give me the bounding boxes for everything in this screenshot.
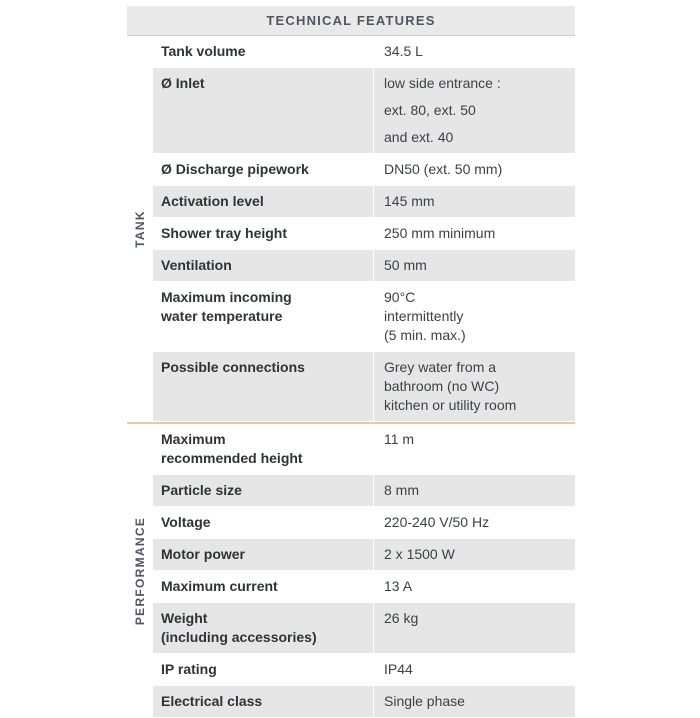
row-value-line: low side entrance : <box>384 75 501 91</box>
tank-rows <box>153 36 575 422</box>
performance-rows <box>153 424 575 718</box>
row-value-line: kitchen or utility room <box>384 397 517 413</box>
row-value <box>373 654 575 685</box>
performance-label: PERFORMANCE <box>133 516 147 626</box>
row-value-line: 34.5 L <box>384 43 423 59</box>
table-row <box>153 603 575 654</box>
tank-label: TANK <box>133 210 147 248</box>
row-value-line: (5 min. max.) <box>384 327 466 343</box>
row-label-line: Ø Discharge pipework <box>161 161 309 177</box>
row-value-line: ext. 80, ext. 50 <box>384 102 476 118</box>
row-label <box>153 603 373 653</box>
row-label <box>153 218 373 249</box>
table-row <box>153 654 575 686</box>
row-label-line: Maximum <box>161 431 226 447</box>
row-value <box>373 603 575 653</box>
performance-side-label <box>127 424 153 718</box>
row-value <box>373 686 575 717</box>
row-value-line: intermittently <box>384 308 464 324</box>
row-label-line: Activation level <box>161 193 264 209</box>
row-label-line: (including accessories) <box>161 629 317 645</box>
row-value <box>373 68 575 153</box>
row-label <box>153 68 373 153</box>
row-value-line: 8 mm <box>384 482 419 498</box>
row-value <box>373 571 575 602</box>
table-row <box>153 36 575 68</box>
row-label <box>153 654 373 685</box>
row-label-line: Possible connections <box>161 359 305 375</box>
row-label <box>153 352 373 421</box>
row-label <box>153 686 373 717</box>
row-value-line: 2 x 1500 W <box>384 546 455 562</box>
row-value <box>373 250 575 281</box>
row-value-line: bathroom (no WC) <box>384 378 500 394</box>
table-row <box>153 68 575 154</box>
row-value <box>373 539 575 570</box>
row-label <box>153 36 373 67</box>
row-value <box>373 218 575 249</box>
row-value-line: 50 mm <box>384 257 427 273</box>
row-value <box>373 424 575 474</box>
row-label-line: Shower tray height <box>161 225 288 241</box>
table-row <box>153 250 575 282</box>
row-value-line: Grey water from a <box>384 359 497 375</box>
row-label-line: IP rating <box>161 661 217 677</box>
row-value-line: 145 mm <box>384 193 435 209</box>
row-label-line: Ø Inlet <box>161 75 205 91</box>
table-row <box>153 352 575 422</box>
row-label-line: Maximum incoming <box>161 289 292 305</box>
row-value <box>373 475 575 506</box>
row-value <box>373 352 575 421</box>
table-row <box>153 475 575 507</box>
table-row <box>153 424 575 475</box>
table-header: TECHNICAL FEATURES <box>127 6 575 36</box>
row-label-line: Electrical class <box>161 693 263 709</box>
row-value-line: DN50 (ext. 50 mm) <box>384 161 503 177</box>
row-value-line: 220-240 V/50 Hz <box>384 514 490 530</box>
table-row <box>153 686 575 718</box>
row-label <box>153 154 373 185</box>
table-row <box>153 154 575 186</box>
row-label-line: Weight <box>161 610 208 626</box>
row-label <box>153 250 373 281</box>
row-label <box>153 507 373 538</box>
row-label <box>153 282 373 351</box>
row-value-line: Single phase <box>384 693 465 709</box>
table-row <box>153 218 575 250</box>
table-row <box>153 539 575 571</box>
technical-features-table <box>127 6 575 718</box>
row-value-line: and ext. 40 <box>384 129 454 145</box>
table-row <box>153 507 575 539</box>
row-value <box>373 282 575 351</box>
row-value <box>373 154 575 185</box>
row-label <box>153 475 373 506</box>
row-value-line: 13 A <box>384 578 413 594</box>
row-label-line: recommended height <box>161 450 303 466</box>
row-label-line: Motor power <box>161 546 245 562</box>
tank-section <box>127 36 575 424</box>
row-label-line: Maximum current <box>161 578 278 594</box>
row-value-line: 26 kg <box>384 610 419 626</box>
row-label <box>153 186 373 217</box>
row-value <box>373 186 575 217</box>
table-row <box>153 186 575 218</box>
row-label <box>153 424 373 474</box>
table-row <box>153 282 575 352</box>
row-label <box>153 539 373 570</box>
row-value <box>373 507 575 538</box>
row-label-line: Tank volume <box>161 43 246 59</box>
row-value-line: 250 mm minimum <box>384 225 496 241</box>
row-value <box>373 36 575 67</box>
row-label-line: Voltage <box>161 514 211 530</box>
tank-side-label <box>127 36 153 422</box>
row-label-line: Ventilation <box>161 257 232 273</box>
row-value-line: 11 m <box>384 431 415 447</box>
row-label-line: Particle size <box>161 482 242 498</box>
table-row <box>153 571 575 603</box>
performance-section <box>127 424 575 718</box>
row-value-line: IP44 <box>384 661 413 677</box>
row-value-line: 90°C <box>384 289 416 305</box>
row-label <box>153 571 373 602</box>
row-label-line: water temperature <box>161 308 283 324</box>
